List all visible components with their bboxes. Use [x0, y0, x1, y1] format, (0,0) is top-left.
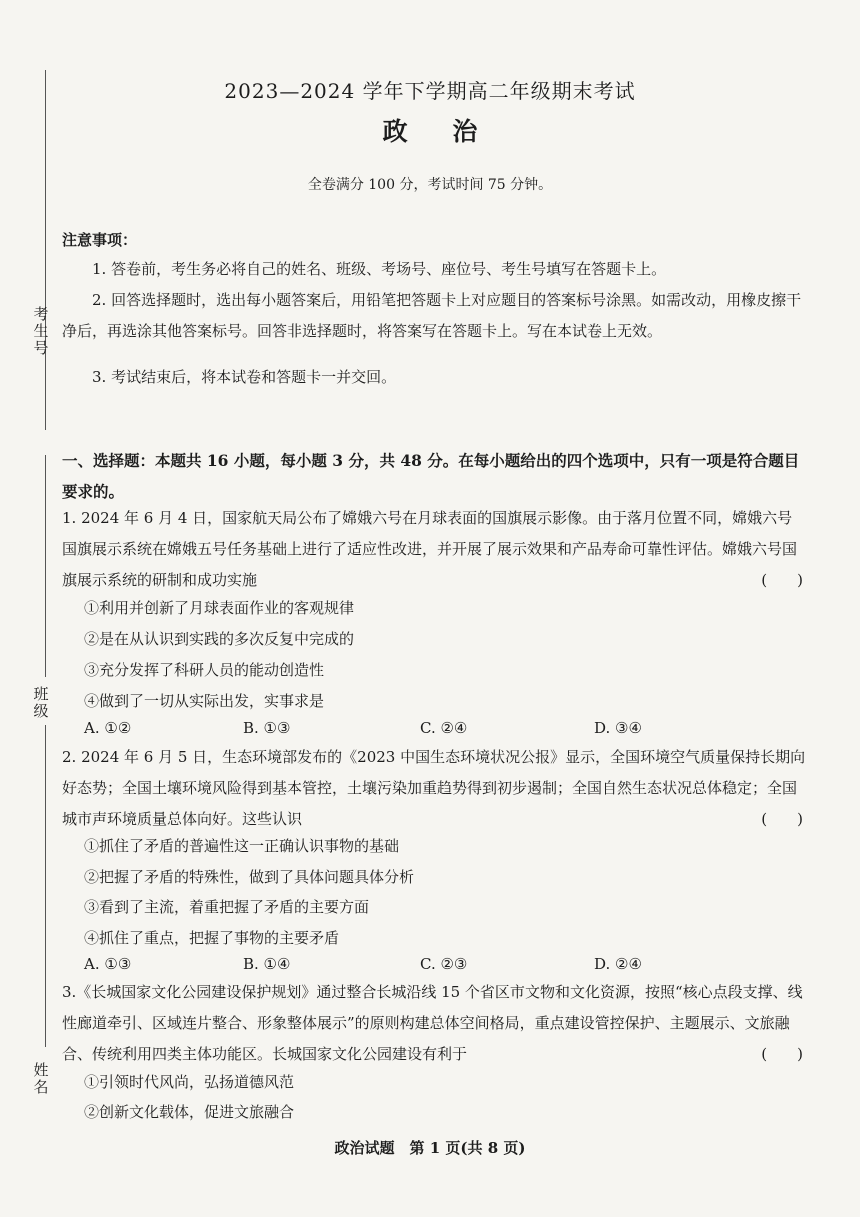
choice-a: A. ①③	[84, 955, 132, 973]
answer-blank: ( )	[761, 571, 803, 589]
statement-option: ②创新文化载体，促进文旅融合	[84, 1103, 295, 1121]
choice-c: C. ②④	[420, 719, 468, 737]
answer-blank: ( )	[761, 810, 803, 828]
statement-option: ①利用并创新了月球表面作业的客观规律	[84, 599, 355, 617]
binding-line	[45, 725, 46, 1047]
question-stem	[62, 503, 807, 596]
choice-b: B. ①④	[243, 955, 291, 973]
question-2-text: 2. 2024 年 6 月 5 日，生态环境部发布的《2023 中国生态环境状况公报》显示，全国环境空气质量保持长期向好态势；全国土壤环境风险得到基本管控，土壤污染加重趋势得到初步遏制；全国自然生态状况总体稳定；全国城市声环境质量总体向好。这些认识	[62, 748, 806, 828]
choice-a: A. ①②	[84, 719, 132, 737]
student-id-label: 考生号	[33, 305, 49, 357]
choice-d: D. ②④	[594, 955, 642, 973]
question-3-text: 3.《长城国家文化公园建设保护规划》通过整合长城沿线 15 个省区市文物和文化资源，按照“核心点段支撑、线性廊道牵引、区域连片整合、形象整体展示”的原则构建总体空间格局，重点建设管控保护、主题展示、文旅融合、传统利用四类主体功能区。长城国家文化公园建设有利于	[62, 983, 803, 1063]
exam-title: 2023—2024 学年下学期高二年级期末考试	[224, 79, 636, 103]
statement-option: ①抓住了矛盾的普遍性这一正确认识事物的基础	[84, 837, 400, 855]
question-stem	[62, 977, 807, 1070]
statement-option: ③充分发挥了科研人员的能动创造性	[84, 661, 325, 679]
page-footer: 政治试题 第 1 页(共 8 页)	[334, 1139, 526, 1157]
name-label: 姓名	[33, 1061, 49, 1096]
notice-item: 1. 答卷前，考生务必将自己的姓名、班级、考场号、座位号、考生号填写在答题卡上。	[92, 260, 667, 278]
statement-option: ④抓住了重点，把握了事物的主要矛盾	[84, 929, 340, 947]
choice-d: D. ③④	[594, 719, 642, 737]
choice-c: C. ②③	[420, 955, 468, 973]
question-stem	[62, 742, 807, 835]
statement-option: ②是在从认识到实践的多次反复中完成的	[84, 630, 355, 648]
exam-info: 全卷满分 100 分，考试时间 75 分钟。	[307, 177, 553, 193]
notice-item: 3. 考试结束后，将本试卷和答题卡一并交回。	[92, 368, 397, 386]
binding-line	[45, 455, 46, 677]
statement-option: ③看到了主流，着重把握了矛盾的主要方面	[84, 898, 370, 916]
answer-blank: ( )	[761, 1045, 803, 1063]
section-heading: 一、选择题：本题共 16 小题，每小题 3 分，共 48 分。在每小题给出的四个选项中，只有一项是符合题目要求的。	[62, 451, 800, 501]
notice-heading: 注意事项：	[62, 231, 138, 249]
notice-item: 2. 回答选择题时，选出每小题答案后，用铅笔把答题卡上对应题目的答案标号涂黑。如需改动，用橡皮擦干净后，再选涂其他答案标号。回答非选择题时，将答案写在答题卡上。写在本试卷上无效。	[62, 291, 802, 340]
class-label: 班级	[33, 685, 49, 720]
subject-title: 政 治	[382, 117, 496, 146]
choice-b: B. ①③	[243, 719, 291, 737]
statement-option: ②把握了矛盾的特殊性，做到了具体问题具体分析	[84, 868, 415, 886]
statement-option: ①引领时代风尚，弘扬道德风范	[84, 1073, 295, 1091]
question-1-text: 1. 2024 年 6 月 4 日，国家航天局公布了嫦娥六号在月球表面的国旗展示影像。由于落月位置不同，嫦娥六号国旗展示系统在嫦娥五号任务基础上进行了适应性改进，并开展了展示效果和产品寿命可靠性评估。嫦娥六号国旗展示系统的研制和成功实施	[62, 509, 798, 589]
statement-option: ④做到了一切从实际出发，实事求是	[84, 692, 325, 710]
